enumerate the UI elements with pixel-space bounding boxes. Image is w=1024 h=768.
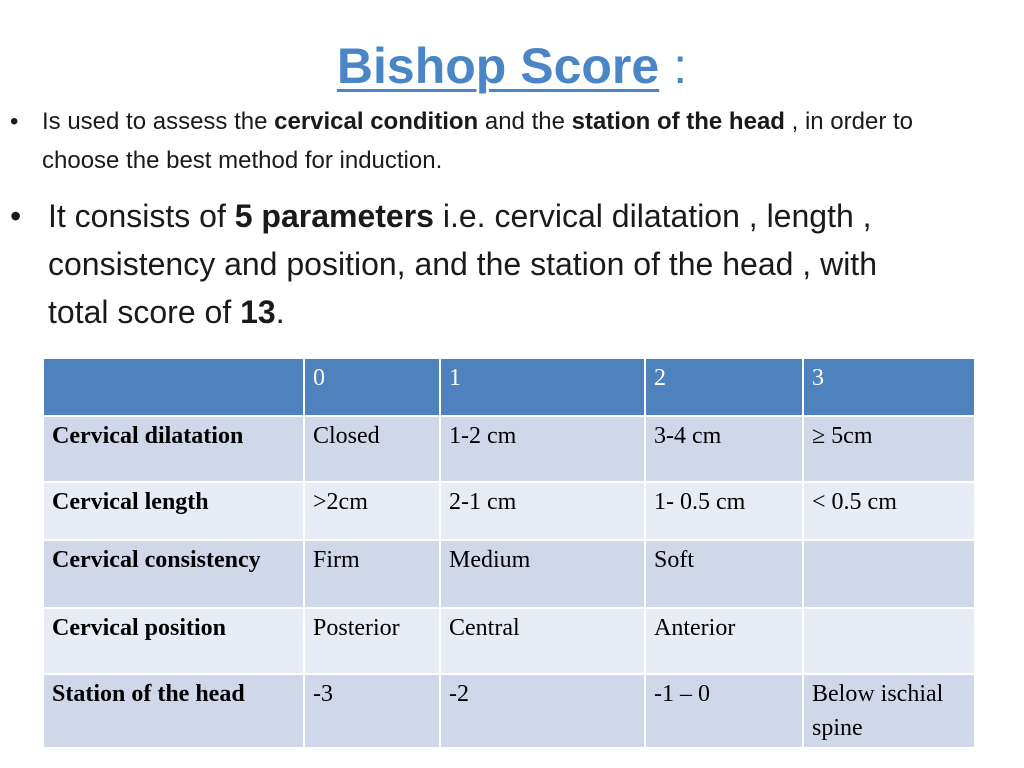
bullet1-bold-1: cervical condition	[274, 108, 479, 135]
table-cell: -3	[304, 674, 440, 748]
table-cell: Closed	[304, 416, 440, 482]
bullet2-text-3: .	[275, 294, 285, 330]
table-cell: 1- 0.5 cm	[645, 482, 803, 540]
table-cell: -2	[440, 674, 645, 748]
table-cell: 2-1 cm	[440, 482, 645, 540]
table-cell: Anterior	[645, 608, 803, 674]
table-cell	[803, 540, 975, 608]
table-cell: 3-4 cm	[645, 416, 803, 482]
bullet1-bold-2: station of the head	[571, 108, 785, 135]
table-cell: -1 – 0	[645, 674, 803, 748]
slide-title	[0, 36, 1024, 96]
table-cell: Firm	[304, 540, 440, 608]
row-label: Cervical dilatation	[43, 416, 304, 482]
bullet-dot-icon: •	[10, 108, 19, 135]
bullet1-text-1: Is used to assess the	[42, 108, 275, 135]
table-cell: ≥ 5cm	[803, 416, 975, 482]
table-header-row	[43, 358, 975, 416]
table-cell: >2cm	[304, 482, 440, 540]
table-cell: < 0.5 cm	[803, 482, 975, 540]
bullet-parameters	[10, 192, 928, 336]
table-cell: Below ischial spine	[803, 674, 975, 748]
bullet1-text-2: and the	[478, 108, 572, 135]
table-row	[43, 482, 975, 540]
header-cell-score-0: 0	[304, 358, 440, 416]
bullet2-bold-2: 13	[240, 294, 276, 330]
table-row	[43, 540, 975, 608]
row-label: Cervical length	[43, 482, 304, 540]
header-cell-score-1: 1	[440, 358, 645, 416]
header-cell-blank	[43, 358, 304, 416]
bullet2-text-2: i.e. cervical dilatation , length , consistency and position, and the station of the head , with total score of	[48, 198, 877, 330]
bullet2-text-1: It consists of	[48, 198, 235, 234]
bullet2-bold-1: 5 parameters	[234, 198, 434, 234]
row-label: Cervical position	[43, 608, 304, 674]
table-row	[43, 608, 975, 674]
table-cell: Medium	[440, 540, 645, 608]
table-row	[43, 416, 975, 482]
row-label: Cervical consistency	[43, 540, 304, 608]
bullet-assessment	[10, 102, 922, 180]
slide-title-text: Bishop Score	[336, 38, 660, 94]
slide-title-colon: :	[673, 38, 688, 94]
table-cell: 1-2 cm	[440, 416, 645, 482]
table-row	[43, 674, 975, 748]
table-cell: Posterior	[304, 608, 440, 674]
row-label: Station of the head	[43, 674, 304, 748]
header-cell-score-2: 2	[645, 358, 803, 416]
bullet-dot-icon: •	[10, 198, 22, 234]
table-cell	[803, 608, 975, 674]
table-cell: Central	[440, 608, 645, 674]
bullet1-text-3: , in order to choose the best method for induction.	[42, 108, 914, 174]
table-cell: Soft	[645, 540, 803, 608]
header-cell-score-3: 3	[803, 358, 975, 416]
bishop-score-table	[42, 357, 976, 749]
